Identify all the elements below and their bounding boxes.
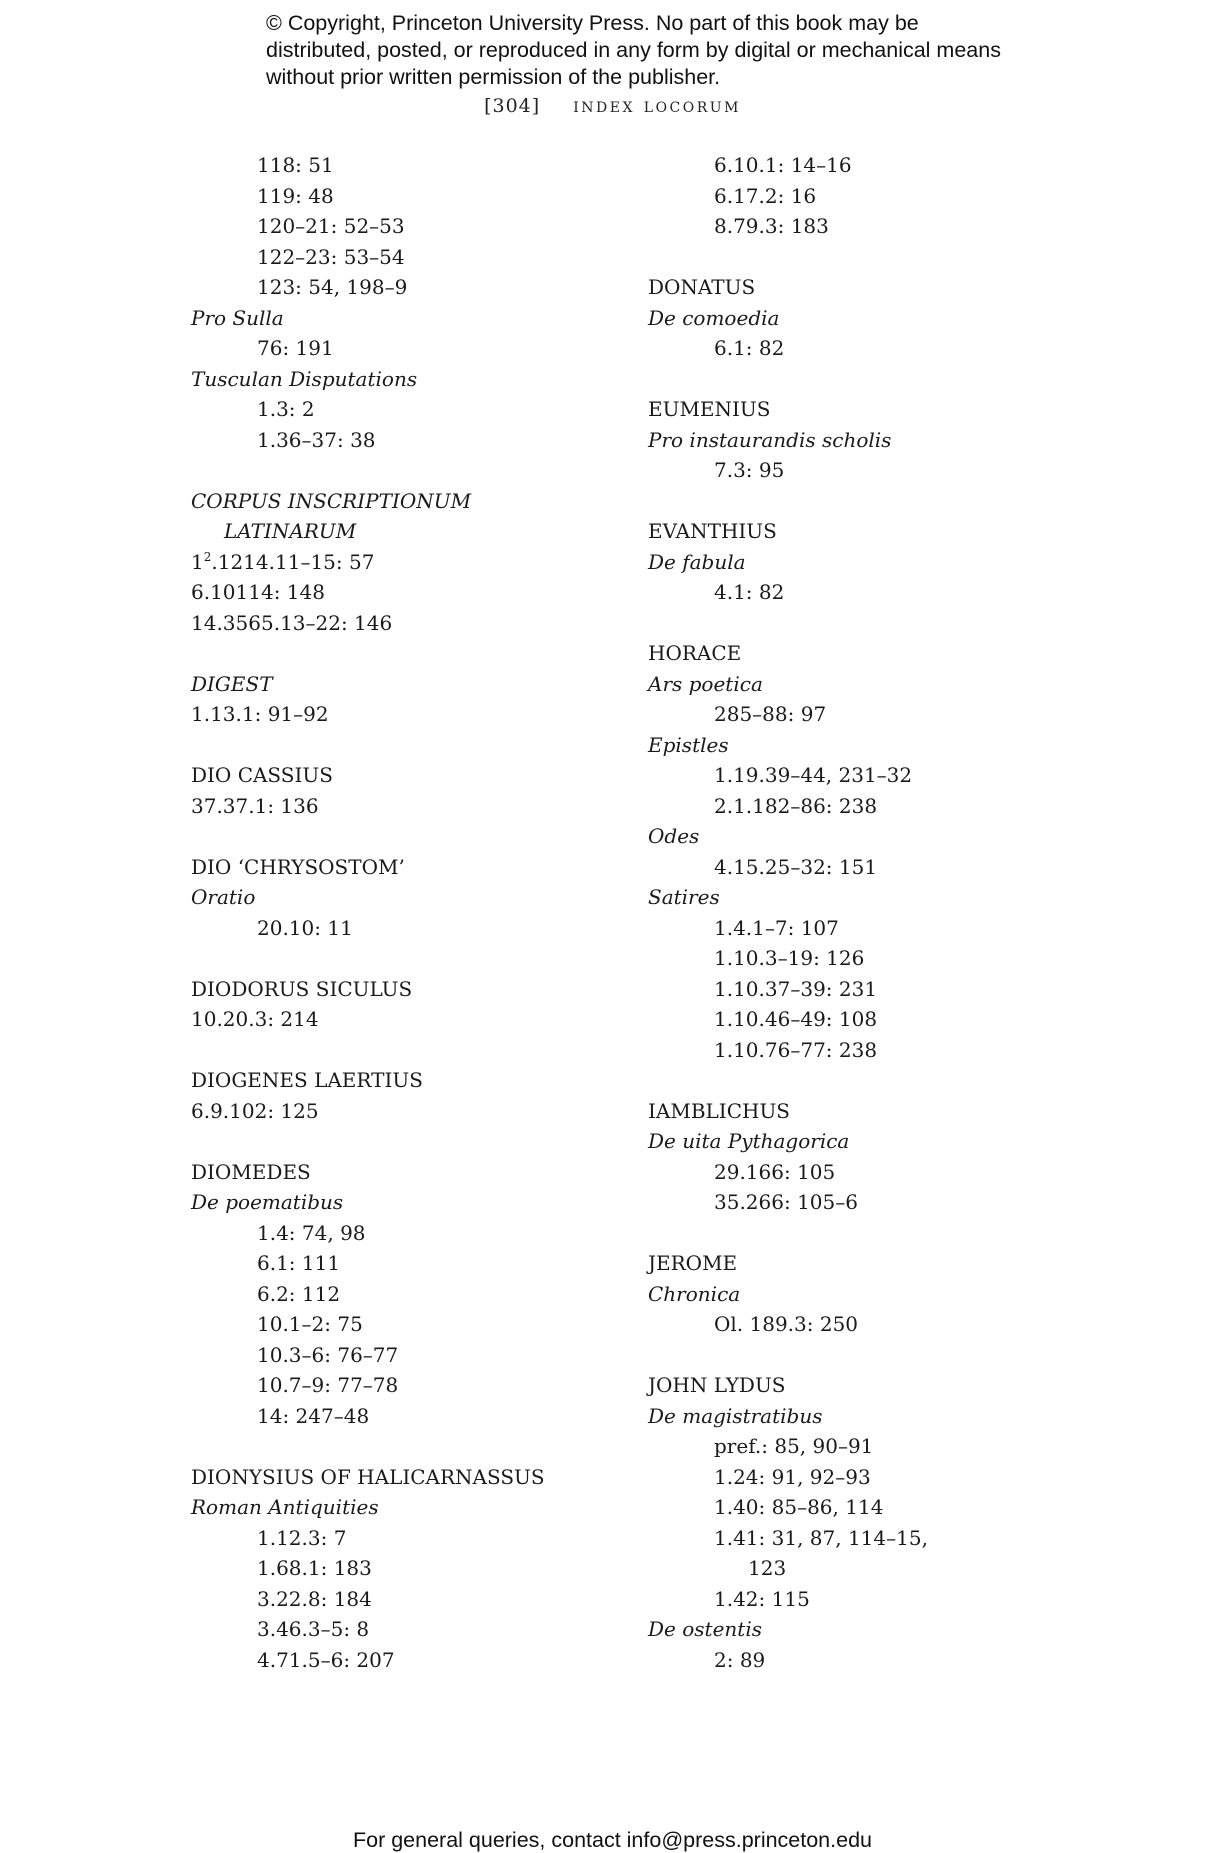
index-subreference: 1.3: 2 [257, 397, 315, 421]
index-work-title: Pro instaurandis scholis [648, 427, 892, 452]
index-subreference: 1.10.76–77: 238 [714, 1037, 878, 1062]
index-subreference: 4.15.25–32: 151 [714, 854, 878, 879]
index-subreference: 10.7–9: 77–78 [257, 1373, 399, 1397]
index-work-title: Pro Sulla [191, 305, 284, 330]
index-work-title: Epistles [648, 732, 729, 757]
index-author-heading-continued: LATINARUM [224, 519, 357, 543]
index-subreference: 123: 54, 198–9 [257, 275, 408, 299]
index-work-title: Ars poetica [648, 671, 763, 696]
index-author-heading: HORACE [648, 641, 742, 665]
entry-gap [191, 1035, 631, 1066]
index-author-heading: JOHN LYDUS [648, 1373, 786, 1397]
index-subreference: 1.24: 91, 92–93 [714, 1464, 871, 1489]
index-reference [191, 547, 631, 578]
index-subreference: 4.71.5–6: 207 [257, 1647, 395, 1672]
index-work-title: Oratio [191, 885, 256, 909]
index-subreference: 1.4.1–7: 107 [714, 915, 839, 940]
index-work-title: De poematibus [191, 1190, 344, 1214]
index-subreference: 10.3–6: 76–77 [257, 1342, 399, 1367]
index-work-title: De comoedia [648, 305, 780, 330]
index-subreference: 1.19.39–44, 231–32 [714, 763, 913, 787]
running-title: index locorum [573, 93, 741, 117]
index-subreference: Ol. 189.3: 250 [714, 1312, 859, 1336]
index-subreference-continued: 123 [748, 1556, 787, 1580]
index-subreference: 10.1–2: 75 [257, 1312, 363, 1336]
copyright-notice: © Copyright, Princeton University Press. No part of this book may be distributed, posted, or reproduced in any form by digital or mechanical means without prior written permission of the publisher. [266, 11, 1001, 89]
index-author-heading: DIO ‘CHRYSOSTOM’ [191, 854, 405, 879]
index-author-heading: EVANTHIUS [648, 519, 777, 543]
index-author-heading: DIODORUS SICULUS [191, 976, 413, 1001]
index-reference: 1.13.1: 91–92 [191, 702, 329, 726]
index-subreference: 2.1.182–86: 238 [714, 793, 878, 818]
index-author-heading: IAMBLICHUS [648, 1098, 791, 1123]
entry-gap [191, 943, 631, 974]
index-subreference: 119: 48 [257, 183, 334, 208]
index-subreference: 118: 51 [257, 153, 334, 177]
reference-base: 1 [191, 549, 204, 574]
index-subreference: 1.41: 31, 87, 114–15, [714, 1525, 928, 1550]
index-author-heading: CORPUS INSCRIPTIONUM [191, 488, 472, 513]
index-subreference: 7.3: 95 [714, 458, 785, 482]
index-work-title: De ostentis [648, 1617, 762, 1641]
index-work-title: Chronica [648, 1281, 741, 1306]
index-subreference: 1.10.37–39: 231 [714, 976, 878, 1001]
index-work-title: De fabula [648, 549, 746, 574]
index-reference: 37.37.1: 136 [191, 793, 319, 818]
index-reference: 6.10114: 148 [191, 580, 325, 604]
entry-gap [191, 1126, 631, 1157]
page-number: [304] [484, 95, 541, 117]
index-subreference: 1.36–37: 38 [257, 427, 376, 452]
index-reference: 14.3565.13–22: 146 [191, 610, 393, 635]
index-subreference: 1.10.46–49: 108 [714, 1007, 878, 1031]
index-subreference: 76: 191 [257, 336, 334, 360]
index-subreference: 2: 89 [714, 1647, 766, 1672]
index-subreference: 120–21: 52–53 [257, 214, 405, 238]
index-work-title: Odes [648, 824, 700, 848]
entry-gap [648, 1065, 1088, 1096]
index-subreference: 4.1: 82 [714, 580, 785, 604]
entry-gap [191, 638, 631, 669]
index-subreference: 3.46.3–5: 8 [257, 1617, 370, 1641]
index-subreference: 6.17.2: 16 [714, 183, 817, 208]
index-subreference: 29.166: 105 [714, 1159, 836, 1184]
index-work-title: De uita Pythagorica [648, 1129, 850, 1153]
index-author-heading: EUMENIUS [648, 397, 771, 421]
index-work-title: Satires [648, 885, 720, 909]
index-author-heading: DIGEST [191, 671, 273, 696]
entry-gap [648, 364, 1088, 395]
index-subreference: 3.22.8: 184 [257, 1586, 372, 1611]
index-subreference: 6.1: 82 [714, 336, 785, 360]
footer-contact: For general queries, contact info@press.princeton.edu [352, 1828, 872, 1852]
entry-gap [191, 821, 631, 852]
entry-gap [191, 1431, 631, 1462]
index-reference: 10.20.3: 214 [191, 1007, 319, 1031]
reference-rest: .1214.11–15: 57 [211, 549, 375, 574]
entry-gap [191, 730, 631, 761]
index-work-title: De magistratibus [648, 1403, 823, 1428]
index-author-heading: JEROME [648, 1251, 738, 1275]
index-subreference: 20.10: 11 [257, 915, 353, 940]
running-head [0, 93, 1225, 117]
entry-gap [648, 1218, 1088, 1249]
index-subreference: 285–88: 97 [714, 702, 827, 726]
index-subreference: pref.: 85, 90–91 [714, 1434, 874, 1458]
index-work-title: Roman Antiquities [191, 1495, 379, 1519]
index-author-heading: DIOGENES LAERTIUS [191, 1068, 423, 1092]
index-subreference: 14: 247–48 [257, 1403, 370, 1428]
index-author-heading: DONATUS [648, 275, 756, 299]
index-subreference: 1.40: 85–86, 114 [714, 1495, 884, 1519]
entry-gap [648, 1340, 1088, 1371]
index-subreference: 1.10.3–19: 126 [714, 946, 865, 970]
index-subreference: 6.2: 112 [257, 1281, 341, 1306]
index-subreference: 35.266: 105–6 [714, 1190, 858, 1214]
index-subreference: 8.79.3: 183 [714, 214, 829, 238]
index-subreference: 1.4: 74, 98 [257, 1220, 366, 1245]
index-author-heading: DIONYSIUS OF HALICARNASSUS [191, 1464, 545, 1489]
entry-gap [648, 486, 1088, 517]
entry-gap [648, 242, 1088, 273]
index-reference: 6.9.102: 125 [191, 1098, 319, 1123]
index-subreference: 6.1: 111 [257, 1251, 341, 1275]
index-column-left [191, 150, 631, 1675]
index-author-heading: DIO CASSIUS [191, 763, 333, 787]
index-column-right [648, 150, 1088, 1675]
index-subreference: 1.68.1: 183 [257, 1556, 372, 1580]
entry-gap [648, 608, 1088, 639]
index-subreference: 122–23: 53–54 [257, 244, 405, 269]
reference-superscript: 2 [203, 549, 212, 564]
index-work-title: Tusculan Disputations [191, 366, 418, 391]
entry-gap [191, 455, 631, 486]
index-author-heading: DIOMEDES [191, 1159, 311, 1184]
index-subreference: 1.42: 115 [714, 1586, 810, 1611]
index-subreference: 6.10.1: 14–16 [714, 153, 852, 177]
index-subreference: 1.12.3: 7 [257, 1525, 347, 1550]
